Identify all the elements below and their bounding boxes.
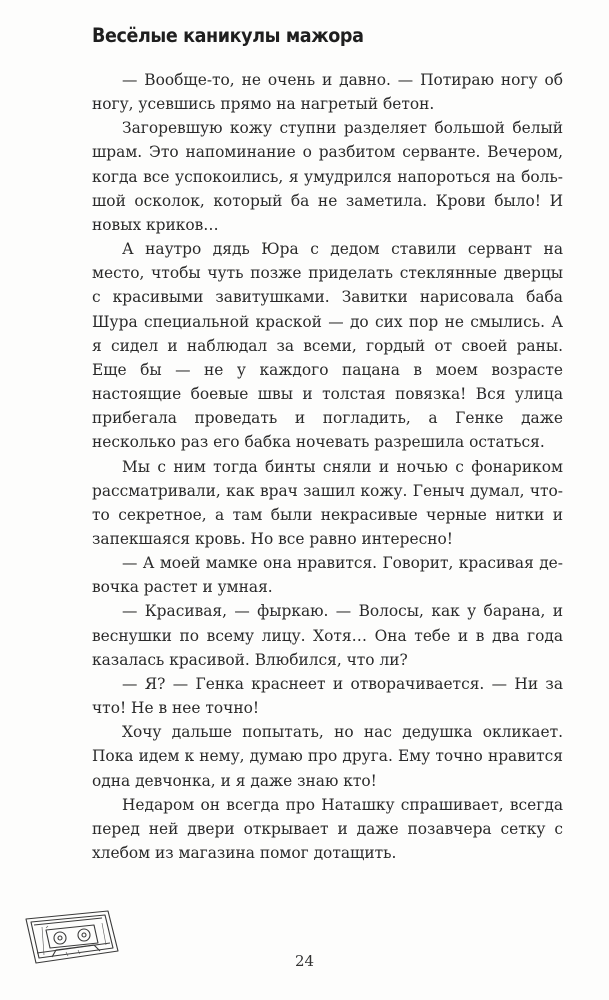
- paragraph: Загоревшую кожу ступни разделяет большой белый шрам. Это напоминание о разбитом серванте. Вечером, когда все успокоились, я умудрился напороться на большой осколок, который ба не заметила. Крови было! И новых криков…: [92, 119, 563, 234]
- page-title: Весёлые каникулы мажора: [92, 24, 364, 47]
- paragraph: — Я? — Генка краснеет и отворачивается. — Ни за что! Не в нее точно!: [92, 674, 563, 718]
- body-text: [92, 68, 563, 865]
- paragraph: Недаром он всегда про Наташку спрашивает, всегда перед ней двери открывает и даже позавчера сетку с хлебом из магазина помог дотащить.: [92, 795, 563, 862]
- paragraph: — Вообще-то, не очень и давно. — Потираю ногу об ногу, усевшись прямо на нагретый бетон.: [92, 71, 563, 114]
- paragraph: Мы с ним тогда бинты сняли и ночью с фонариком рассматривали, как врач зашил кожу. Геныч думал, что-то секретное, а там были некрасивые черные нитки и запекшаяся кровь. Но все равно интересно!: [92, 457, 563, 548]
- paragraph: А наутро дядь Юра с дедом ставили сервант на место, чтобы чуть позже приделать стеклянные дверцы с красивыми завитушками. Завитки нарисовала баба Шура специальной краской — до сих пор не смылись. А я сидел и наблюдал за всеми, гордый от своей раны. Еще бы — не у каждого пацана в моем возрасте настоящие боевые швы и толстая повязка! Вся улица прибегала проведать и погладить, а Генке даже несколько раз его бабка ночевать разрешила остаться.: [92, 240, 563, 452]
- paragraph: — Красивая, — фыркаю. — Волосы, как у барана, и веснушки по всему лицу. Хотя… Она тебе и в два года казалась красивой. Влюбился, что ли?: [92, 602, 563, 669]
- page-number: 24: [294, 952, 315, 970]
- paragraph: — А моей мамке она нравится. Говорит, красивая девочка растет и умная.: [92, 554, 563, 597]
- paragraph: Хочу дальше попытать, но нас дедушка окликает. Пока идем к нему, думаю про друга. Ему точно нравится одна девчонка, и я даже знаю кто!: [92, 723, 563, 790]
